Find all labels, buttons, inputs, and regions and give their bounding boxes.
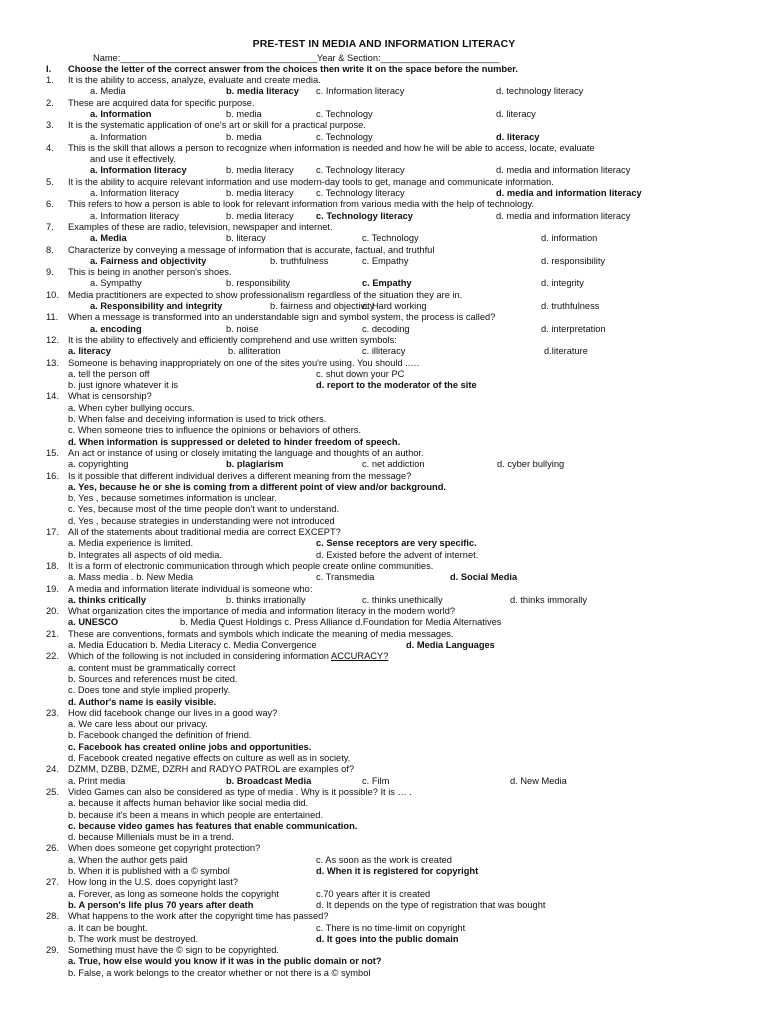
answer-choice: c. There is no time-limit on copyright — [316, 922, 466, 933]
question-text — [68, 471, 411, 482]
question-stem: All of the statements about traditional media are correct EXCEPT? — [68, 527, 341, 537]
question-stem: An act or instance of using or closely imitating the language and thoughts of an author. — [68, 447, 424, 458]
answer-choice: a. Media Education b. Media Literacy c. Media Convergence — [68, 640, 317, 650]
question-number: 8. — [46, 244, 54, 255]
question-number: 18. — [46, 560, 59, 571]
question-text — [68, 143, 595, 154]
answer-choice: d. interpretation — [541, 323, 606, 334]
question-stem: What is censorship? — [68, 391, 152, 402]
answer-choice: d. media and information literacy — [496, 165, 631, 176]
answer-choice-correct: a. encoding — [90, 323, 142, 334]
answer-choice: a. Forever, as long as someone holds the copyright — [68, 888, 279, 899]
answer-choice: c. Yes, because most of the time people don't want to understand. — [68, 504, 340, 515]
answer-choice: b. Yes , because sometimes information is unclear. — [68, 493, 277, 504]
question-stem: How did facebook change our lives in a good way? — [68, 707, 278, 718]
question-number: 25. — [46, 786, 59, 797]
answer-choice: c. Hard working — [362, 301, 427, 311]
question-stem: Video Games can also be considered as type of media . Why is it possible? It is … . — [68, 786, 412, 797]
answer-choice-correct: a. Media — [90, 233, 127, 244]
answer-choice: c. decoding — [362, 323, 410, 334]
answer-choice-correct: b. A person's life plus 70 years after death — [68, 899, 254, 910]
name-section-line: Name:______________________________________Year & Section:_______________________ — [93, 53, 500, 63]
answer-choice: b. alliteration — [228, 346, 281, 357]
answer-choice: a. Print media — [68, 775, 126, 786]
answer-choice-correct: b. plagiarism — [226, 459, 284, 470]
answer-choice: b. When it is published with a © symbol — [68, 866, 230, 876]
answer-choice: d. technology literacy — [496, 86, 584, 97]
question-text — [68, 708, 277, 719]
answer-choice: a. Information literacy — [90, 188, 179, 198]
answer-choice: b. media — [226, 108, 262, 119]
instructions-text: Choose the letter of the correct answer from the choices then write it on the space before the number. — [68, 64, 518, 74]
answer-choice: b. When false and deceiving information is used to trick others. — [68, 414, 327, 424]
question-text — [68, 267, 232, 278]
answer-choice: a. Mass media . b. New Media — [68, 572, 194, 583]
question-text — [68, 606, 455, 617]
answer-choice: c. Technology literacy — [316, 188, 405, 198]
question-stem: Characterize by conveying a message of information that is accurate, factual, and truthful — [68, 244, 435, 255]
question-text — [68, 245, 434, 256]
answer-choice: c.70 years after it is created — [316, 888, 431, 899]
question-stem: Something must have the © sign to be copyrighted. — [68, 945, 279, 956]
question-text — [68, 945, 279, 956]
answer-choice: a. copyrighting — [68, 459, 129, 470]
answer-choice: d. literacy — [496, 108, 536, 119]
answer-choice: a. When cyber bullying occurs. — [68, 402, 195, 413]
question-stem: How long in the U.S. does copyright last? — [68, 877, 239, 888]
question-stem: Which of the following is not included in considering information — [68, 651, 332, 662]
answer-choice: b. media literacy — [226, 165, 294, 176]
question-stem: When does someone get copyright protection? — [68, 843, 261, 854]
answer-choice: c. Technology literacy — [316, 165, 405, 176]
question-text — [68, 584, 312, 595]
question-stem: When a message is transformed into an understandable sign and symbol system, the process is called? — [68, 312, 496, 323]
answer-choice-correct: a. True, how else would you know if it was in the public domain or not? — [68, 956, 382, 967]
question-stem: This is the skill that allows a person to recognize when information is needed and how he will be able to access, locate, evaluate — [68, 142, 595, 153]
answer-choice: b. Integrates all aspects of old media. — [68, 549, 223, 560]
question-text — [68, 527, 341, 538]
answer-choice: a. Information — [90, 131, 147, 142]
answer-choice-correct: c. Empathy — [362, 278, 412, 289]
question-number: 21. — [46, 628, 59, 639]
answer-choice: a. Sympathy — [90, 278, 142, 289]
question-text — [68, 448, 424, 459]
question-stem: Examples of these are radio, television, newspaper and internet. — [68, 221, 333, 232]
question-number: 15. — [46, 447, 59, 458]
answer-choice: b. Media Quest Holdings c. Press Alliance d.Foundation for Media Alternatives — [180, 617, 502, 628]
answer-choice: b. fairness and objectivity — [270, 301, 375, 311]
question-text — [68, 120, 366, 131]
answer-choice: a. Media experience is limited. — [68, 538, 194, 549]
answer-choice: c. thinks unethically — [362, 594, 443, 605]
underlined-term: ACCURACY? — [331, 651, 389, 662]
answer-choice: c. net addiction — [362, 459, 425, 470]
document-title: PRE-TEST IN MEDIA AND INFORMATION LITERACY — [252, 38, 516, 50]
answer-choice-correct: d. It goes into the public domain — [316, 933, 459, 944]
answer-choice: d. integrity — [541, 278, 584, 289]
question-text — [68, 335, 397, 346]
question-number: 24. — [46, 764, 59, 775]
answer-choice: d. because Millenials must be in a trend. — [68, 832, 234, 843]
question-text — [68, 290, 462, 301]
question-number: 13. — [46, 357, 59, 368]
question-number: 23. — [46, 707, 59, 718]
answer-choice: c. Transmedia — [316, 572, 375, 583]
answer-choice-correct: d. When it is registered for copyright — [316, 866, 479, 876]
answer-choice: d. Facebook created negative effects on culture as well as in society. — [68, 753, 351, 763]
question-text — [68, 629, 454, 640]
question-number: 19. — [46, 583, 59, 594]
answer-choice-correct: c. Sense receptors are very specific. — [316, 538, 477, 549]
question-stem: These are conventions, formats and symbols which indicate the meaning of media messages. — [68, 628, 454, 639]
answer-choice: d. truthfulness — [541, 301, 600, 311]
question-number: 20. — [46, 606, 59, 617]
question-stem: These are acquired data for specific purpose. — [68, 97, 255, 108]
question-text — [68, 651, 388, 662]
question-number: 16. — [46, 470, 59, 481]
answer-choice: c. As soon as the work is created — [316, 854, 452, 865]
answer-choice: b. media literacy — [226, 210, 294, 221]
question-number: 11. — [46, 312, 59, 323]
answer-choice-correct: a. literacy — [68, 346, 111, 357]
question-stem: DZMM, DZBB, DZME, DZRH and RADYO PATROL are examples of? — [68, 764, 355, 775]
question-text — [68, 764, 354, 775]
answer-choice: d. media and information literacy — [496, 210, 631, 221]
answer-choice: c. Empathy — [362, 255, 409, 266]
question-text-continued: and use it effectively. — [90, 154, 176, 165]
answer-choice: b. Sources and references must be cited. — [68, 673, 238, 684]
answer-choice-correct: d. report to the moderator of the site — [316, 380, 477, 391]
answer-choice: a. Media — [90, 86, 126, 97]
question-number: 5. — [46, 176, 54, 187]
question-number: 3. — [46, 120, 54, 131]
question-stem: What happens to the work after the copyright time has passed? — [68, 911, 329, 922]
question-text — [68, 177, 554, 188]
answer-choice: c. Information literacy — [316, 86, 405, 97]
question-text — [68, 843, 260, 854]
answer-choice-correct: d. literacy — [496, 131, 540, 142]
answer-choice: b. responsibility — [226, 278, 291, 289]
question-number: 22. — [46, 651, 59, 662]
question-number: 1. — [46, 75, 54, 85]
answer-choice-correct: d. When information is suppressed or deleted to hinder freedom of speech. — [68, 436, 401, 447]
question-number: 29. — [46, 945, 59, 956]
question-number: 7. — [46, 221, 54, 232]
question-stem: It is the ability to access, analyze, evaluate and create media. — [68, 75, 321, 85]
answer-choice-correct: c. Facebook has created online jobs and opportunities. — [68, 741, 312, 752]
question-text — [68, 911, 328, 922]
question-stem: This refers to how a person is able to look for relevant information from various media with the help of technology. — [68, 199, 534, 210]
answer-choice: d. cyber bullying — [497, 459, 565, 470]
question-text — [68, 787, 412, 798]
answer-choice-correct: a. Yes, because he or she is coming from a different point of view and/or background. — [68, 481, 446, 492]
answer-choice-correct: b. Broadcast Media — [226, 775, 312, 786]
answer-choice: c. illiteracy — [362, 346, 406, 357]
answer-choice: a. Information literacy — [90, 210, 179, 221]
answer-choice-correct: d. Social Media — [450, 572, 518, 583]
answer-choice: d. It depends on the type of registration that was bought — [316, 899, 546, 910]
answer-choice-correct: a. Information literacy — [90, 165, 187, 176]
answer-choice: a. When the author gets paid — [68, 854, 188, 865]
answer-choice: c. Technology — [362, 233, 419, 244]
question-text — [68, 358, 420, 369]
answer-choice-correct: a. Fairness and objectivity — [90, 255, 207, 266]
question-text — [68, 222, 333, 233]
question-stem: Is it possible that different individual derives a different meaning from the message? — [68, 470, 412, 481]
question-stem: It is the systematic application of one's art or skill for a practical purpose. — [68, 120, 366, 131]
answer-choice: c. Does tone and style implied properly. — [68, 685, 231, 696]
question-stem: It is the ability to acquire relevant information and use modern-day tools to get, manage and communicate information. — [68, 176, 554, 187]
question-number: 27. — [46, 877, 59, 888]
answer-choice: b. because it's been a means in which people are entertained. — [68, 809, 324, 820]
answer-choice: b. False, a work belongs to the creator whether or not there is a © symbol — [68, 967, 371, 978]
question-stem: A media and information literate individual is someone who: — [68, 583, 313, 594]
answer-choice: c. Technology — [316, 131, 373, 142]
answer-choice: a. tell the person off — [68, 368, 150, 379]
question-stem: It is a form of electronic communication through which people create online communities. — [68, 560, 434, 571]
answer-choice: d. Yes , because strategies in understanding were not introduced — [68, 515, 335, 526]
question-number: 6. — [46, 199, 54, 210]
question-number: 10. — [46, 289, 59, 300]
answer-choice: d.literature — [544, 346, 588, 357]
answer-choice: b. noise — [226, 323, 259, 334]
instructions-label: I. — [46, 64, 52, 74]
answer-choice: b. truthfulness — [270, 255, 329, 266]
answer-choice: b. Facebook changed the definition of friend. — [68, 730, 252, 741]
question-text — [68, 199, 534, 210]
question-stem: Someone is behaving inappropriately on one of the sites you're using. You should ..… — [68, 357, 420, 368]
question-number: 2. — [46, 97, 54, 108]
answer-choice: c. When someone tries to influence the opinions or behaviors of others. — [68, 425, 362, 436]
question-text — [68, 391, 152, 402]
question-number: 26. — [46, 843, 59, 854]
answer-choice: b. media literacy — [226, 188, 294, 198]
answer-choice: b. The work must be destroyed. — [68, 933, 199, 944]
answer-choice-correct: d. Media Languages — [406, 640, 495, 650]
question-stem: This is being in another person's shoes. — [68, 267, 232, 278]
answer-choice-correct: a. thinks critically — [68, 594, 147, 605]
question-text — [68, 561, 433, 572]
answer-choice: b. just ignore whatever it is — [68, 380, 179, 391]
question-number: 14. — [46, 391, 59, 402]
answer-choice: d. information — [541, 233, 598, 244]
answer-choice: c. Film — [362, 775, 390, 786]
question-number: 17. — [46, 527, 59, 537]
answer-choice: b. literacy — [226, 233, 266, 244]
question-number: 28. — [46, 911, 59, 922]
answer-choice: c. shut down your PC — [316, 368, 405, 379]
answer-choice-correct: a. Responsibility and integrity — [90, 301, 223, 311]
answer-choice: d. New Media — [510, 775, 567, 786]
question-stem: Media practitioners are expected to show professionalism regardless of the situation they are in. — [68, 289, 463, 300]
answer-choice-correct: b. media literacy — [226, 86, 299, 97]
answer-choice: a. because it affects human behavior like social media did. — [68, 798, 309, 809]
answer-choice-correct: d. media and information literacy — [496, 188, 642, 198]
answer-choice-correct: a. Information — [90, 108, 152, 119]
answer-choice: a. We care less about our privacy. — [68, 719, 208, 730]
answer-choice: b. thinks irrationally — [226, 594, 306, 605]
answer-choice: d. Existed before the advent of internet. — [316, 549, 479, 560]
answer-choice: d. thinks immorally — [510, 594, 587, 605]
answer-choice-correct: d. Author's name is easily visible. — [68, 696, 217, 707]
question-text — [68, 312, 495, 323]
answer-choice: a. content must be grammatically correct — [68, 662, 236, 673]
answer-choice: d. responsibility — [541, 255, 606, 266]
question-text — [68, 877, 238, 888]
question-number: 4. — [46, 142, 54, 153]
answer-choice: c. Technology — [316, 108, 373, 119]
question-text — [68, 75, 321, 86]
answer-choice: a. It can be bought. — [68, 922, 148, 933]
question-text — [68, 98, 255, 109]
question-number: 9. — [46, 267, 54, 278]
answer-choice: b. media — [226, 131, 262, 142]
question-number: 12. — [46, 334, 59, 345]
answer-choice-correct: c. Technology literacy — [316, 210, 413, 221]
answer-choice-correct: c. because video games has features that enable communication. — [68, 820, 358, 831]
answer-choice-correct: a. UNESCO — [68, 617, 119, 628]
question-stem: What organization cites the importance of media and information literacy in the modern world? — [68, 606, 456, 617]
question-stem: It is the ability to effectively and efficiently comprehend and use written symbols: — [68, 334, 397, 345]
